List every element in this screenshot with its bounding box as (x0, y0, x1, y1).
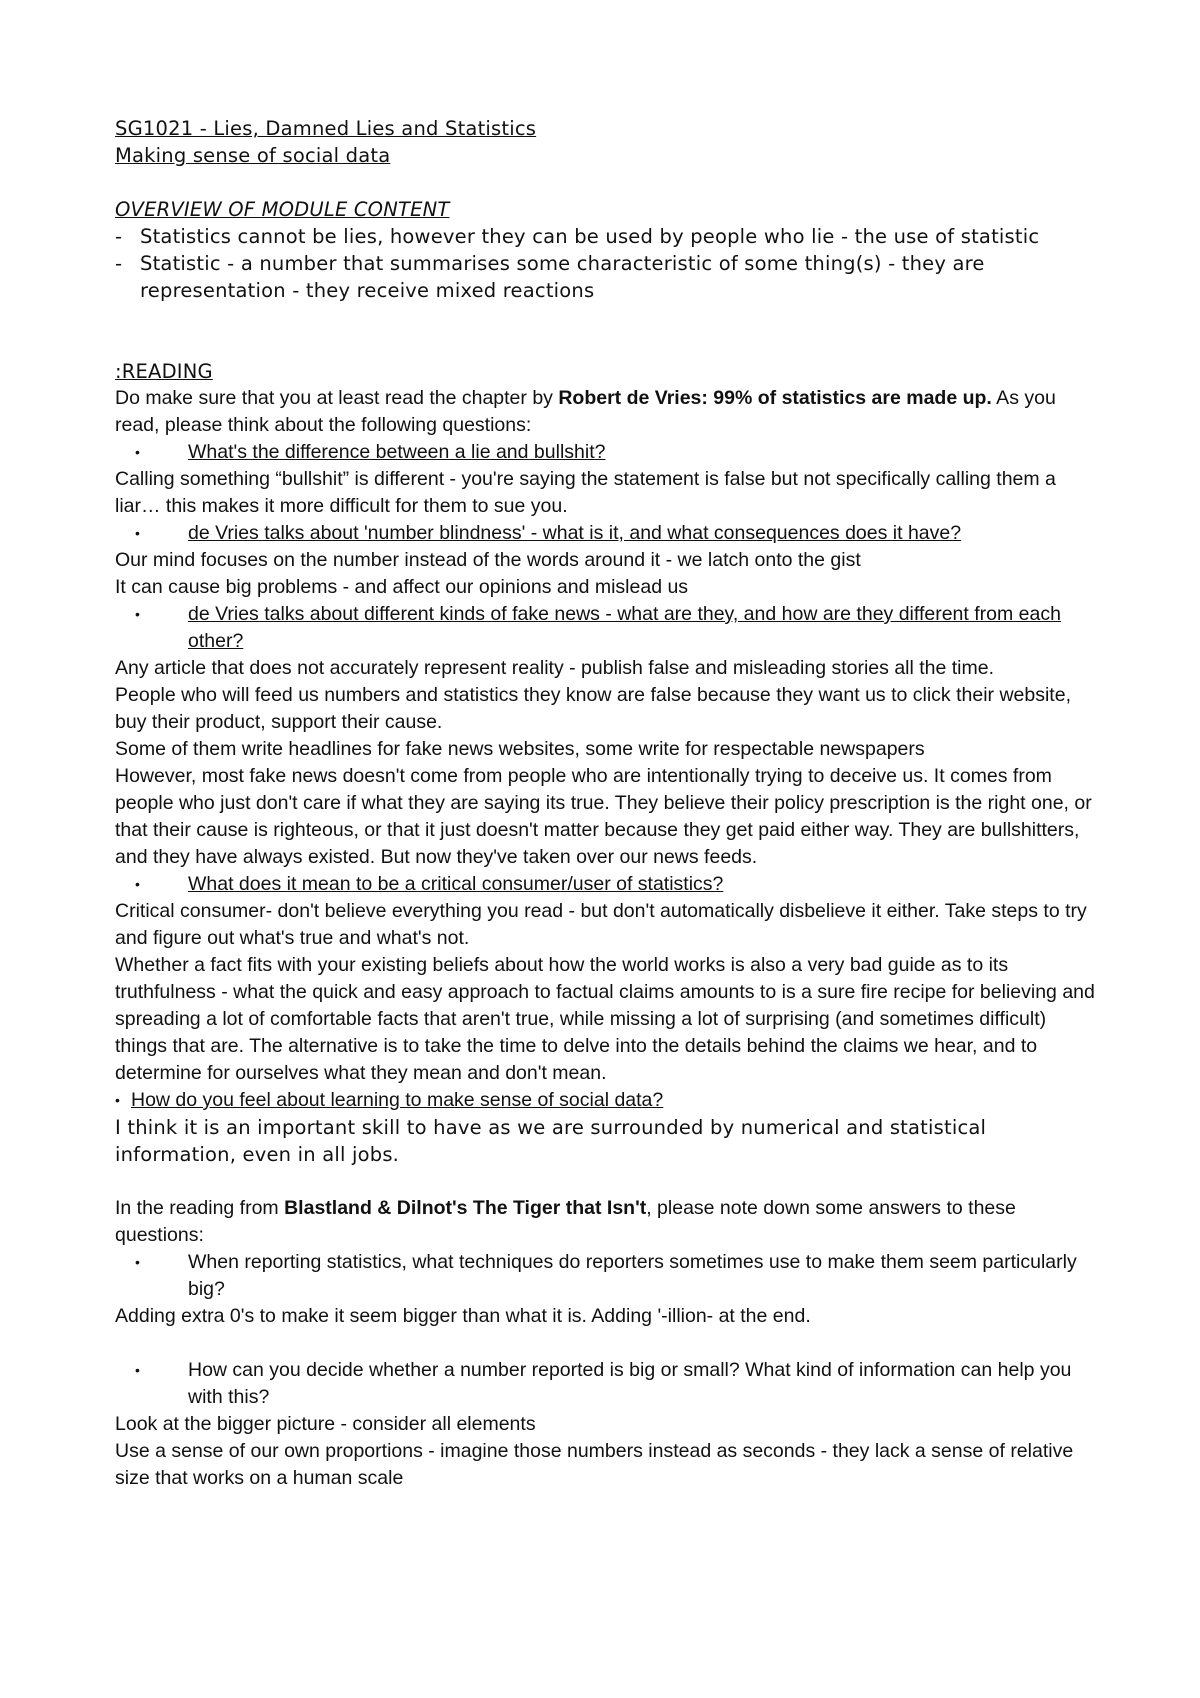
question-text: How can you decide whether a number reported is big or small? What kind of information can help you with this? (188, 1359, 1072, 1408)
document-body (115, 115, 1100, 1492)
dash-marker: - (115, 225, 123, 248)
bullet-marker: • (135, 606, 140, 622)
overview-item (115, 250, 1100, 304)
answer-text: However, most fake news doesn't come from people who are intentionally trying to deceive us. It comes from people who just don't care if what they are saying its true. They believe their policy prescription is the right one, or that their cause is righteous, or that it just doesn't matter because they get paid either way. They are bullshitters, and they have always existed. But now they've taken over our news feeds. (115, 765, 1092, 868)
bullet-marker: • (135, 876, 140, 892)
bullet-marker: • (135, 444, 140, 460)
doc-subtitle: Making sense of social data (115, 144, 391, 167)
bullet-marker: • (135, 1254, 140, 1270)
answer-text: I think it is an important skill to have as we are surrounded by numerical and statistical information, even in all jobs. (115, 1116, 987, 1166)
intro-suffix: As you read, please think about the following questions: (115, 387, 1056, 436)
answer-text: Our mind focuses on the number instead of the words around it - we latch onto the gist (115, 549, 861, 571)
doc-title: SG1021 - Lies, Damned Lies and Statistics (115, 117, 537, 140)
bullet-marker: • (115, 1092, 120, 1108)
answer-text: It can cause big problems - and affect our opinions and mislead us (115, 576, 689, 598)
reading-intro (115, 385, 1100, 439)
answer-text: Use a sense of our own proportions - imagine those numbers instead as seconds - they lack a sense of relative size that works on a human scale (115, 1440, 1074, 1489)
reading2-suffix: , please note down some answers to these questions: (115, 1197, 1016, 1246)
question-text: What does it mean to be a critical consumer/user of statistics? (188, 873, 724, 895)
bullet-marker: • (135, 1362, 140, 1378)
answer-text: Whether a fact fits with your existing beliefs about how the world works is also a very bad guide as to its truthfulness - what the quick and easy approach to factual claims amounts to is a sure fire recipe for believing and spreading a lot of comfortable facts that aren't true, while missing a lot of surprising (and sometimes difficult) things that are. The alternative is to take the time to delve into the details behind the claims we hear, and to determine for ourselves what they mean and don't mean. (115, 954, 1095, 1084)
dash-marker: - (115, 252, 123, 275)
overview-heading: OVERVIEW OF MODULE CONTENT (115, 198, 450, 221)
question-item (115, 1357, 1100, 1411)
overview-item-text: Statistics cannot be lies, however they can be used by people who lie - the use of statistic (140, 225, 1040, 248)
reading2-intro (115, 1195, 1100, 1249)
question-item (115, 871, 1100, 898)
intro-prefix: Do make sure that you at least read the chapter by (115, 387, 559, 409)
overview-item (115, 223, 1100, 250)
question-item (115, 1249, 1100, 1303)
answer-text: People who will feed us numbers and statistics they know are false because they want us to click their website, buy their product, support their cause. (115, 684, 1071, 733)
reading-heading: :READING (115, 360, 213, 383)
question-item (115, 439, 1100, 466)
spacer (115, 1330, 1100, 1357)
reading2-bold: Blastland & Dilnot's The Tiger that Isn't (284, 1197, 647, 1219)
intro-bold: Robert de Vries: 99% of statistics are made up. (558, 387, 992, 409)
question-text: When reporting statistics, what techniques do reporters sometimes use to make them seem particularly big? (188, 1251, 1077, 1300)
reading2-prefix: In the reading from (115, 1197, 285, 1219)
answer-text: Calling something “bullshit” is different - you're saying the statement is false but not specifically calling them a liar… this makes it more difficult for them to sue you. (115, 468, 1056, 517)
answer-text: Adding extra 0's to make it seem bigger than what it is. Adding '-illion- at the end. (115, 1305, 811, 1327)
answer-text: Some of them write headlines for fake news websites, some write for respectable newspapers (115, 738, 925, 760)
question-item (115, 520, 1100, 547)
question-text: What's the difference between a lie and bullshit? (188, 441, 606, 463)
answer-text: Critical consumer- don't believe everything you read - but don't automatically disbelieve it either. Take steps to try and figure out what's true and what's not. (115, 900, 1087, 949)
overview-item-text: Statistic - a number that summarises some characteristic of some thing(s) - they are representation - they receive mixed reactions (140, 252, 985, 302)
question-item (115, 601, 1100, 655)
bullet-marker: • (135, 525, 140, 541)
answer-text: Any article that does not accurately represent reality - publish false and misleading stories all the time. (115, 657, 995, 679)
question-text: How do you feel about learning to make sense of social data? (131, 1089, 664, 1111)
spacer (115, 1168, 1100, 1195)
answer-text: Look at the bigger picture - consider all elements (115, 1413, 536, 1435)
question-text: de Vries talks about 'number blindness' - what is it, and what consequences does it have? (188, 522, 962, 544)
question-text: de Vries talks about different kinds of fake news - what are they, and how are they different from each other? (188, 603, 1061, 652)
question-item (115, 1087, 1100, 1114)
